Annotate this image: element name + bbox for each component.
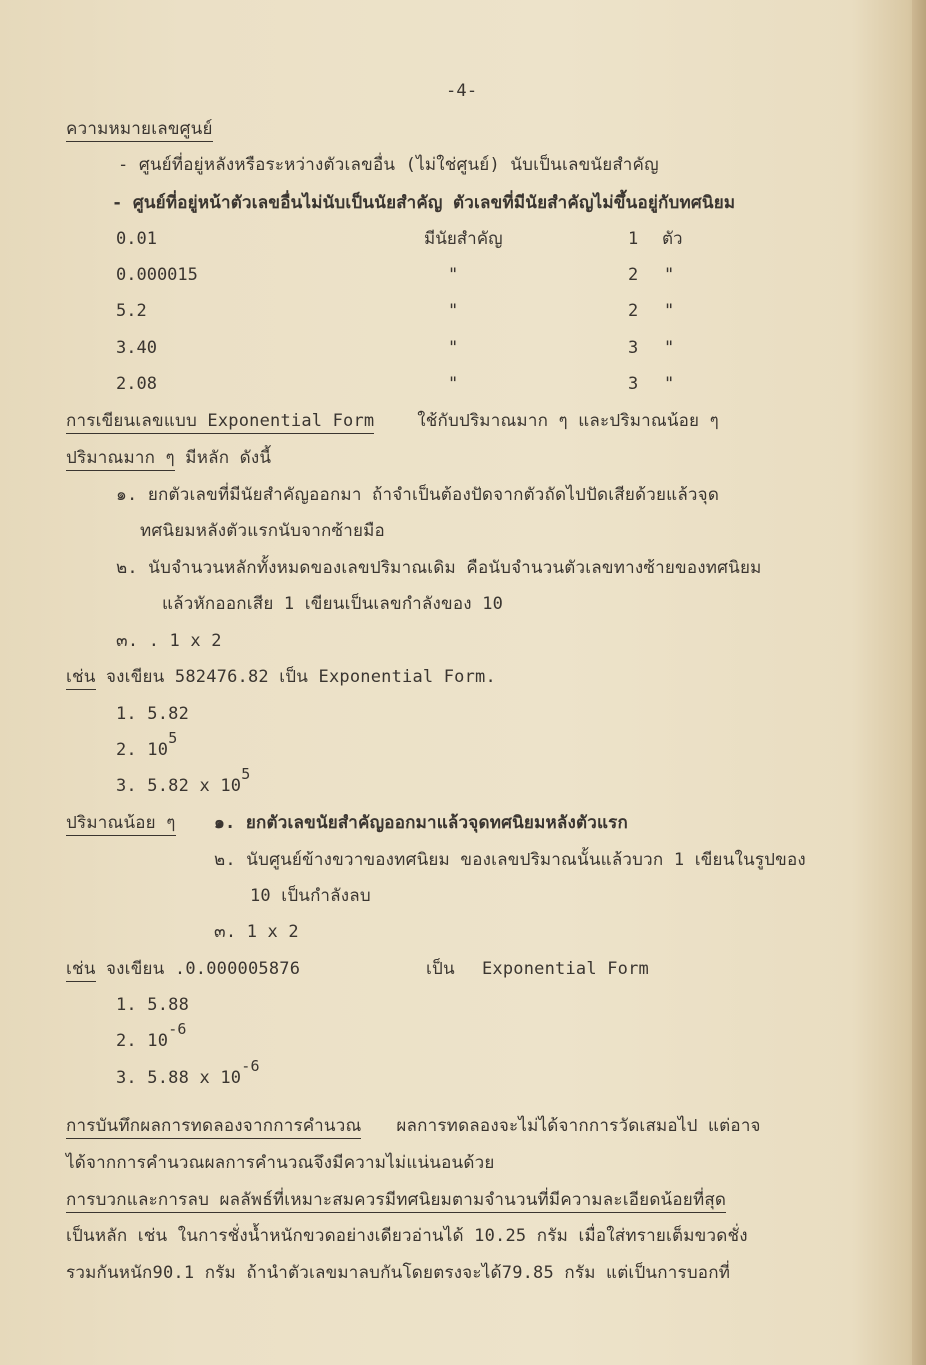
example-unit: " [664, 374, 675, 394]
example-count: 1 [628, 229, 639, 249]
example-count: 3 [628, 338, 639, 358]
big-step-2: ๒. นับจำนวนหลักทั้งหมดของเลขปริมาณเดิม คือนับจำนวนตัวเลขทางซ้ายของทศนิยม [116, 558, 762, 578]
example-unit: " [664, 338, 675, 358]
exponent: 5 [168, 729, 178, 747]
big-step-2-cont: แล้วหักออกเสีย 1 เขียนเป็นเลขกำลังของ 10 [162, 594, 504, 614]
small-step-2-cont: 10 เป็นกำลังลบ [250, 886, 371, 906]
example-label: เช่น [66, 667, 96, 690]
example-unit: " [664, 265, 675, 285]
example-step-1: 1. 5.82 [116, 704, 190, 724]
example-number: 5.2 [116, 301, 147, 321]
rule-1: - ศูนย์ที่อยู่หลังหรือระหว่างตัวเลขอื่น (ไม่ใช่ศูนย์) นับเป็นเลขนัยสำคัญ [118, 155, 659, 175]
example-text: จงเขียน .0.000005876 [106, 959, 301, 979]
example-form: Exponential Form [482, 959, 649, 979]
binding-shadow [912, 0, 926, 1365]
example-label: " [448, 338, 459, 358]
small-example-step-3: 3. 5.88 x 10-6 [116, 1057, 260, 1088]
rule-2: - ศูนย์ที่อยู่หน้าตัวเลขอื่นไม่นับเป็นนัยสำคัญ ตัวเลขที่มีนัยสำคัญไม่ขึ้นอยู่กับทศนิยม [112, 193, 736, 213]
section-heading-exponential: การเขียนเลขแบบ Exponential Form [66, 411, 374, 434]
add-subtract-text-1: เป็นหลัก เช่น ในการชั่งน้ำหนักขวดอย่างเดียวอ่านได้ 10.25 กรัม เมื่อใส่ทรายเต็มขวดชั่ง [66, 1226, 748, 1246]
small-example-step-1: 1. 5.88 [116, 995, 190, 1015]
section-heading-zero-meaning: ความหมายเลขศูนย์ [66, 119, 213, 142]
small-example-step-2: 2. 10-6 [116, 1020, 187, 1051]
example-be: เป็น [426, 959, 455, 979]
section-heading-calc: การบันทึกผลการทดลองจากการคำนวณ [66, 1116, 361, 1139]
example-number: 0.000015 [116, 265, 198, 285]
example-label: เช่น [66, 959, 96, 982]
big-step-1: ๑. ยกตัวเลขที่มีนัยสำคัญออกมา ถ้าจำเป็นต้องปัดจากตัวถัดไปปัดเสียด้วยแล้วจุด [116, 485, 720, 505]
add-subtract-text-2: รวมกันหนัก90.1 กรัม ถ้านำตัวเลขมาลบกันโดยตรงจะได้79.85 กรัม แต่เป็นการบอกที่ [66, 1263, 731, 1283]
small-quantity-heading: ปริมาณน้อย ๆ [66, 813, 176, 836]
exponent: 5 [241, 765, 251, 783]
example-unit: " [664, 301, 675, 321]
example-text: จงเขียน 582476.82 เป็น Exponential Form. [106, 667, 496, 687]
calc-text-1: ผลการทดลองจะไม่ได้จากการวัดเสมอไป แต่อาจ [396, 1116, 761, 1136]
exponent: -6 [168, 1020, 187, 1038]
section-heading-rest: ใช้กับปริมาณมาก ๆ และปริมาณน้อย ๆ [417, 411, 719, 431]
example-count: 2 [628, 301, 639, 321]
example-number: 3.40 [116, 338, 157, 358]
example-label: " [448, 374, 459, 394]
example-unit: ตัว [662, 229, 683, 249]
small-step-3: ๓. 1 x 2 [214, 922, 299, 942]
example-count: 2 [628, 265, 639, 285]
small-step-2: ๒. นับศูนย์ข้างขวาของทศนิยม ของเลขปริมาณนั้นแล้วบวก 1 เขียนในรูปของ [214, 850, 806, 870]
big-quantity-heading: ปริมาณมาก ๆ [66, 448, 175, 471]
example-label: มีนัยสำคัญ [424, 229, 503, 249]
example-step-3: 3. 5.82 x 105 [116, 765, 251, 796]
small-step-1: ๑. ยกตัวเลขนัยสำคัญออกมาแล้วจุดทศนิยมหลังตัวแรก [214, 813, 628, 833]
page-number: -4- [446, 81, 478, 101]
example-number: 0.01 [116, 229, 157, 249]
big-step-1-cont: ทศนิยมหลังตัวแรกนับจากซ้ายมือ [140, 521, 385, 541]
exponent: -6 [241, 1057, 260, 1075]
example-label: " [448, 265, 459, 285]
section-heading-add-subtract: การบวกและการลบ ผลลัพธ์ที่เหมาะสมควรมีทศนิยมตามจำนวนที่มีความละเอียดน้อยที่สุด [66, 1190, 726, 1213]
calc-text-2: ได้จากการคำนวณผลการคำนวณจึงมีความไม่แน่นอนด้วย [66, 1153, 495, 1173]
example-step-2: 2. 105 [116, 729, 178, 760]
example-count: 3 [628, 374, 639, 394]
example-label: " [448, 301, 459, 321]
big-step-3: ๓. . 1 x 2 [116, 631, 222, 651]
example-number: 2.08 [116, 374, 157, 394]
big-quantity-heading-rest: มีหลัก ดังนี้ [185, 448, 272, 468]
